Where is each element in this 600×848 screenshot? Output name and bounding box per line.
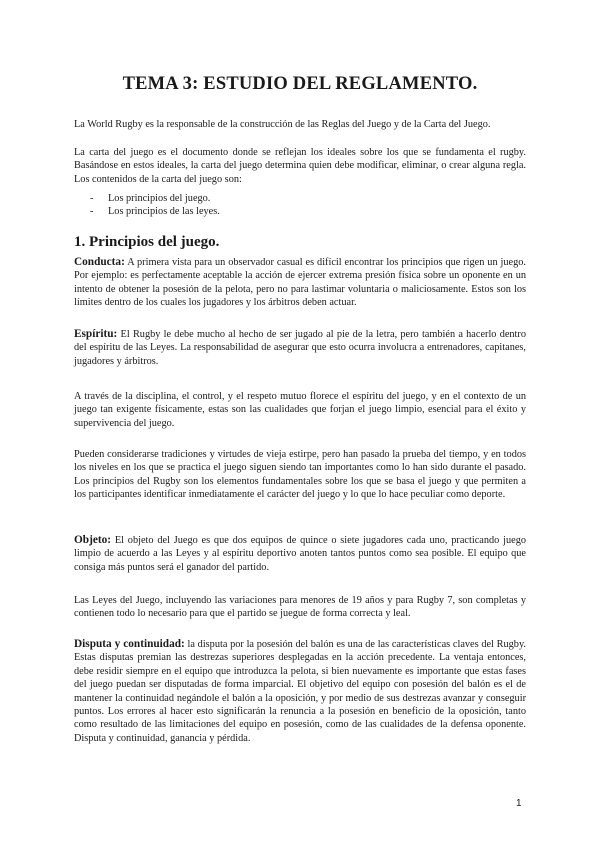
leyes-paragraph: Las Leyes del Juego, incluyendo las variaciones para menores de 19 años y para Rugby 7, son completas y contienen todo lo necesario para que el partido se juegue de forma correcta y leal. [74, 595, 526, 620]
conducta-label: Conducta: [74, 256, 125, 268]
list-item: - Los principios del juego. [74, 192, 526, 205]
espiritu-paragraph [74, 328, 526, 368]
conducta-paragraph [74, 256, 526, 310]
disciplina-paragraph: A través de la disciplina, el control, y el respeto mutuo florece el espíritu del juego, y en el contexto de un juego tan exigente físicamente, estas son las cualidades que forjan el juego limpio, esencial para el éxito y supervivencia del juego. [74, 391, 526, 429]
disputa-text: la disputa por la posesión del balón es una de las características claves del Rugby. Estas disputas premian las destrezas superiores desplegadas en la acción precedente. La ventaja entonces, debe residir siempre en el equipo que introduzca la pelota, si bien nuevamente es importante que estas fases del juego puedan ser disputadas de forma imparcial. El objetivo del equipo con posesión del balón es el de mantener la continuidad negándole el balón a la oposición, y por medio de sus destrezas avanzar y conseguir puntos. Los errores al hacer esto significarán la renuncia a la posesión en beneficio de la oposición, tanto como resultado de las limitaciones del equipo en posesión, como de las cualidades de la defensa oponente. Disputa y continuidad, ganancia y pérdida. [74, 639, 526, 744]
contents-list [74, 192, 526, 219]
page-number: 1 [516, 798, 522, 809]
list-item: - Los principios de las leyes. [74, 205, 526, 218]
page-title: TEMA 3: ESTUDIO DEL REGLAMENTO. [122, 74, 478, 94]
disputa-paragraph [74, 638, 526, 745]
espiritu-label: Espíritu: [74, 328, 118, 340]
section-heading: 1. Principios del juego. [74, 234, 220, 250]
objeto-label: Objeto: [74, 534, 112, 546]
carta-paragraph: La carta del juego es el documento donde se reflejan los ideales sobre los que se fundamenta el rugby. Basándose en estos ideales, la carta del juego determina quien debe modificar, eliminar, o crear alguna regla. Los contenidos de la carta del juego son: [74, 147, 526, 185]
intro-paragraph: La World Rugby es la responsable de la construcción de las Reglas del Juego y de la Carta del Juego. [74, 119, 491, 130]
conducta-text: A primera vista para un observador casual es difícil encontrar los principios que rigen un juego. Por ejemplo: es perfectamente aceptable la acción de ejercer extrema presión física sobre un oponente en un intento de obtener la posesión de la pelota, pero no para lastimar voluntaria o maliciosamente. Estos son los límites dentro de los cuales los jugadores y los árbitros deben actuar. [74, 257, 526, 309]
objeto-text: El objeto del Juego es que dos equipos de quince o siete jugadores cada uno, practicando juego limpio de acuerdo a las Leyes y al espíritu deportivo anoten tantos puntos como sea posible. El equipo que consiga más puntos será el ganador del partido. [74, 535, 526, 573]
objeto-paragraph [74, 534, 526, 574]
disputa-label: Disputa y continuidad: [74, 638, 185, 650]
tradiciones-paragraph: Pueden considerarse tradiciones y virtudes de vieja estirpe, pero han pasado la prueba del tiempo, y en todos los niveles en los que se practica el juego siguen siendo tan importantes como lo han sido durante el pasado. Los principios del Rugby son los elementos fundamentales sobre los que se basa el juego y que permiten a los participantes identificar inmediatamente el carácter del juego y lo que lo hace peculiar como deporte. [74, 449, 526, 501]
espiritu-text: El Rugby le debe mucho al hecho de ser jugado al pie de la letra, pero también a hacerlo dentro del espíritu de las Leyes. La responsabilidad de asegurar que esto ocurra involucra a entrenadores, capitanes, jugadores y árbitros. [74, 329, 526, 367]
